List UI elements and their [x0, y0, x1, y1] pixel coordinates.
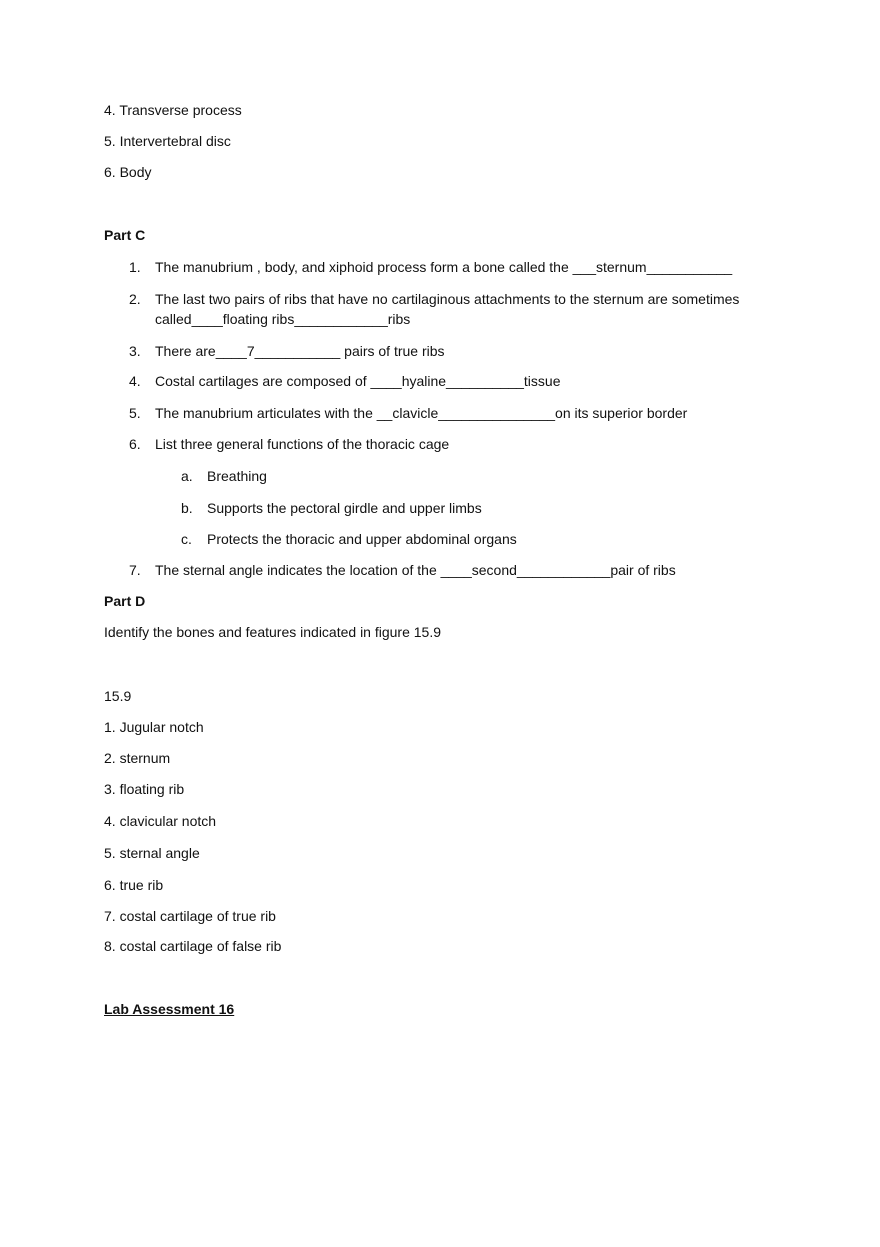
question-text: Costal cartilages are composed of ____hyaline__________tissue — [155, 373, 561, 389]
sub-item-letter: c. — [181, 531, 192, 547]
question-text: The manubrium , body, and xiphoid process form a bone called the ___sternum___________ — [155, 259, 733, 275]
question-number: 2. — [129, 291, 141, 307]
answer-item: 1. Jugular notch — [104, 719, 204, 735]
sub-item-text: Protects the thoracic and upper abdominal organs — [207, 531, 517, 547]
question-number: 6. — [129, 436, 141, 452]
answer-item: 4. clavicular notch — [104, 813, 217, 829]
question-number: 4. — [129, 373, 141, 389]
answer-item: 3. floating rib — [104, 781, 185, 797]
question-number: 1. — [129, 259, 141, 275]
question-number: 7. — [129, 562, 141, 578]
answer-item: 8. costal cartilage of false rib — [104, 938, 282, 954]
figure-label: 15.9 — [104, 688, 132, 704]
sub-item-text: Supports the pectoral girdle and upper limbs — [207, 500, 482, 516]
answer-item: 5. sternal angle — [104, 845, 200, 861]
list-item: 4. Transverse process — [104, 102, 242, 118]
question-text: The last two pairs of ribs that have no cartilaginous attachments to the sternum are sometimes called____floating ribs____________ribs — [155, 291, 740, 327]
answer-item: 2. sternum — [104, 750, 171, 766]
answer-item: 6. true rib — [104, 877, 164, 893]
sub-item-letter: a. — [181, 468, 193, 484]
question-text: There are____7___________ pairs of true ribs — [155, 343, 445, 359]
list-item: 6. Body — [104, 164, 152, 180]
list-item: 5. Intervertebral disc — [104, 133, 231, 149]
part-d-heading: Part D — [104, 593, 146, 609]
question-number: 5. — [129, 405, 141, 421]
question-text: List three general functions of the thoracic cage — [155, 436, 450, 452]
question-text: The manubrium articulates with the __clavicle_______________on its superior border — [155, 405, 688, 421]
lab-assessment-heading: Lab Assessment 16 — [104, 1001, 235, 1017]
answer-item: 7. costal cartilage of true rib — [104, 908, 276, 924]
question-number: 3. — [129, 343, 141, 359]
part-d-instruction: Identify the bones and features indicated in figure 15.9 — [104, 624, 442, 640]
sub-item-letter: b. — [181, 500, 193, 516]
sub-item-text: Breathing — [207, 468, 267, 484]
part-c-heading: Part C — [104, 227, 146, 243]
question-text: The sternal angle indicates the location of the ____second____________pair of ribs — [155, 562, 676, 578]
